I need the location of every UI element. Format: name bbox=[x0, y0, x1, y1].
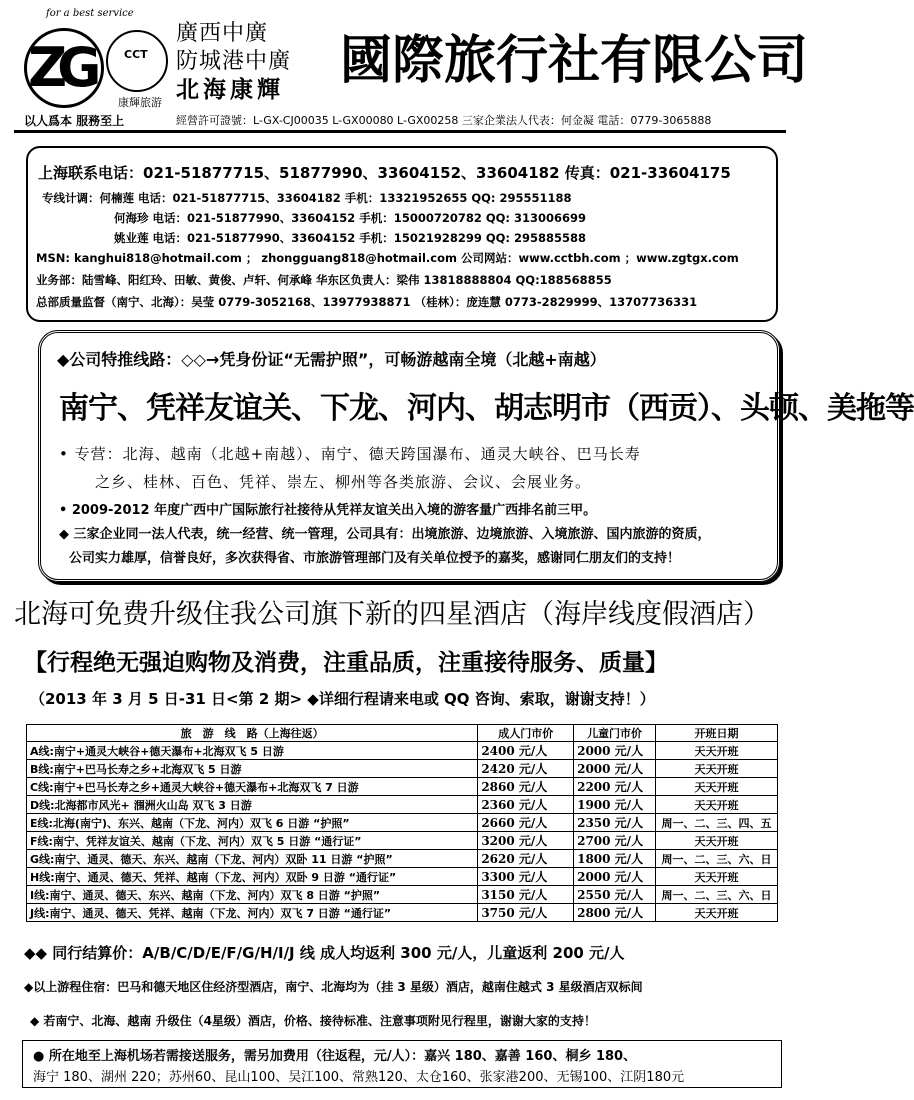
route-cell: A线:南宁+通灵大峡谷+德天瀑布+北海双飞 5 日游 bbox=[27, 742, 478, 760]
adult-price-cell: 2620 元/人 bbox=[478, 850, 574, 868]
schedule-cell: 天天开班 bbox=[656, 868, 778, 886]
child-price-cell: 1900 元/人 bbox=[574, 796, 656, 814]
header-route: 旅 游 线 路（上海往返） bbox=[27, 725, 478, 742]
logo-tagline: for a best service bbox=[46, 8, 134, 19]
airport-transfer-box bbox=[22, 1040, 782, 1088]
schedule-cell: 天天开班 bbox=[656, 760, 778, 778]
license-line: 經營許可證號：L-GX-CJ00035 L-GX00080 L-GX00258 三家企業法人代表：何金凝 電話：0779-3065888 bbox=[176, 114, 712, 127]
agency-names bbox=[176, 20, 346, 104]
header-child-price: 儿童门市价 bbox=[574, 725, 656, 742]
adult-price-cell: 2860 元/人 bbox=[478, 778, 574, 796]
table-header-row bbox=[27, 725, 778, 742]
promo-specialty-2: 之乡、桂林、百色、凭祥、崇左、柳州等各类旅游、会议、会展业务。 bbox=[95, 473, 592, 491]
child-price-cell: 2000 元/人 bbox=[574, 742, 656, 760]
schedule-cell: 天天开班 bbox=[656, 904, 778, 922]
header-schedule: 开班日期 bbox=[656, 725, 778, 742]
header-divider bbox=[14, 130, 786, 133]
schedule-cell: 周一、二、三、四、五 bbox=[656, 814, 778, 832]
route-cell: I线:南宁、通灵、德天、东兴、越南（下龙、河内）双飞 8 日游 “护照” bbox=[27, 886, 478, 904]
table-row bbox=[27, 832, 778, 850]
contact-row-3: 姚业莲 电话：021-51877990、33604152 手机：15021928299 QQ: 295885588 bbox=[114, 231, 587, 245]
adult-price-cell: 3150 元/人 bbox=[478, 886, 574, 904]
logo-kanghui-text: 康輝旅游 bbox=[118, 96, 162, 109]
table-row bbox=[27, 850, 778, 868]
msn-website-line: MSN: kanghui818@hotmail.com ； zhongguang818@hotmail.com 公司网站：www.cctbh.com ；www.zgtgx.com bbox=[36, 251, 739, 265]
child-price-cell: 1800 元/人 bbox=[574, 850, 656, 868]
logo-cct-text: CCT bbox=[124, 48, 148, 61]
route-cell: E线:北海(南宁)、东兴、越南（下龙、河内）双飞 6 日游 “护照” bbox=[27, 814, 478, 832]
adult-price-cell: 2360 元/人 bbox=[478, 796, 574, 814]
table-row bbox=[27, 760, 778, 778]
route-cell: D线:北海都市风光+ 涠洲火山岛 双飞 3 日游 bbox=[27, 796, 478, 814]
settlement-price-note: ◆◆ 同行结算价：A/B/C/D/E/F/G/H/I/J 线 成人均返利 300 元/人，儿童返利 200 元/人 bbox=[24, 944, 625, 962]
child-price-cell: 2800 元/人 bbox=[574, 904, 656, 922]
table-row bbox=[27, 886, 778, 904]
route-cell: J线:南宁、通灵、德天、凭祥、越南（下龙、河内）双飞 7 日游 “通行证” bbox=[27, 904, 478, 922]
schedule-cell: 周一、二、三、六、日 bbox=[656, 850, 778, 868]
table-row bbox=[27, 904, 778, 922]
promo-corporate-2: 公司实力雄厚，信誉良好，多次获得省、市旅游管理部门及有关单位授予的嘉奖，感谢同仁朋友们的支持！ bbox=[69, 551, 681, 566]
promo-corporate-1: ◆ 三家企业同一法人代表，统一经营、统一管理，公司具有：出境旅游、边境旅游、入境旅游、国内旅游的资质， bbox=[59, 527, 711, 542]
contact-box bbox=[26, 146, 778, 322]
adult-price-cell: 3300 元/人 bbox=[478, 868, 574, 886]
lodging-note: ◆以上游程住宿：巴马和德天地区住经济型酒店，南宁、北海均为（挂 3 星级）酒店，越南住越式 3 星级酒店双标间 bbox=[24, 980, 643, 994]
header-adult-price: 成人门市价 bbox=[478, 725, 574, 742]
period-line: （2013 年 3 月 5 日-31 日<第 2 期> ◆详细行程请来电或 QQ 咨询、索取，谢谢支持！） bbox=[30, 690, 655, 708]
child-price-cell: 2700 元/人 bbox=[574, 832, 656, 850]
promo-specialty-1: • 专营：北海、越南（北越+南越）、南宁、德天跨国瀑布、通灵大峡谷、巴马长寿 bbox=[59, 445, 641, 463]
route-cell: H线:南宁、通灵、德天、凭祥、越南（下龙、河内）双卧 9 日游 “通行证” bbox=[27, 868, 478, 886]
contact-row-2: 何海珍 电话：021-51877990、33604152 手机：15000720782 QQ: 313006699 bbox=[114, 211, 587, 225]
quality-headline: 【行程绝无强迫购物及消费，注重品质，注重接待服务、质量】 bbox=[24, 649, 668, 676]
route-cell: G线:南宁、通灵、德天、东兴、越南（下龙、河内）双卧 11 日游 “护照” bbox=[27, 850, 478, 868]
contact-row-1: 专线计调：何楠莲 电话：021-51877715、33604182 手机：13321952655 QQ: 295551188 bbox=[42, 191, 572, 205]
table-row bbox=[27, 778, 778, 796]
quality-supervision-line: 总部质量监督（南宁、北海）：吴莹 0779-3052168、13977938871 （桂林）：庞连慧 0773-2829999、13707736331 bbox=[36, 295, 698, 309]
child-price-cell: 2550 元/人 bbox=[574, 886, 656, 904]
hotel-upgrade-note: ◆ 若南宁、北海、越南 升级住（4星级）酒店，价格、接待标准、注意事项附见行程里，谢谢大家的支持！ bbox=[30, 1014, 596, 1028]
route-cell: C线:南宁+巴马长寿之乡+通灵大峡谷+德天瀑布+北海双飞 7 日游 bbox=[27, 778, 478, 796]
logo-cz-mark: ZG bbox=[28, 36, 92, 99]
schedule-cell: 天天开班 bbox=[656, 778, 778, 796]
shanghai-phone: 上海联系电话：021-51877715、51877990、33604152、33604182 传真：021-33604175 bbox=[38, 164, 731, 182]
child-price-cell: 2200 元/人 bbox=[574, 778, 656, 796]
child-price-cell: 2350 元/人 bbox=[574, 814, 656, 832]
table-row bbox=[27, 868, 778, 886]
promo-ranking: • 2009-2012 年度广西中广国际旅行社接待从凭祥友谊关出入境的游客量广西排名前三甲。 bbox=[59, 503, 597, 518]
transfer-line-1: ● 所在地至上海机场若需接送服务，需另加费用（往返程，元/人）：嘉兴 180、嘉善 160、桐乡 180、 bbox=[33, 1049, 637, 1064]
schedule-cell: 天天开班 bbox=[656, 796, 778, 814]
table-row bbox=[27, 814, 778, 832]
adult-price-cell: 3200 元/人 bbox=[478, 832, 574, 850]
table-row bbox=[27, 742, 778, 760]
company-title: 國際旅行社有限公司 bbox=[340, 30, 809, 91]
adult-price-cell: 3750 元/人 bbox=[478, 904, 574, 922]
upgrade-headline: 北海可免费升级住我公司旗下新的四星酒店（海岸线度假酒店） bbox=[14, 599, 770, 630]
agency-name-1: 廣西中廣 bbox=[176, 21, 269, 46]
child-price-cell: 2000 元/人 bbox=[574, 760, 656, 778]
child-price-cell: 2000 元/人 bbox=[574, 868, 656, 886]
company-logo bbox=[18, 8, 168, 128]
promo-box bbox=[38, 330, 914, 582]
promo-headline: ◆公司特推线路：◇◇→凭身份证“无需护照”，可畅游越南全境（北越+南越） bbox=[57, 350, 606, 369]
adult-price-cell: 2420 元/人 bbox=[478, 760, 574, 778]
route-cell: F线:南宁、凭祥友谊关、越南（下龙、河内）双飞 5 日游 “通行证” bbox=[27, 832, 478, 850]
logo-circle-right bbox=[106, 30, 168, 92]
schedule-cell: 天天开班 bbox=[656, 742, 778, 760]
table-row bbox=[27, 796, 778, 814]
schedule-cell: 天天开班 bbox=[656, 832, 778, 850]
promo-destinations: 南宁、凭祥友谊关、下龙、河内、胡志明市（西贡）、头顿、美拖等 bbox=[59, 391, 914, 426]
schedule-cell: 周一、二、三、六、日 bbox=[656, 886, 778, 904]
logo-slogan: 以人爲本 服務至上 bbox=[24, 114, 125, 128]
routes-table bbox=[26, 724, 778, 922]
adult-price-cell: 2400 元/人 bbox=[478, 742, 574, 760]
transfer-line-2: 海宁 180、湖州 220；苏州60、昆山100、吴江100、常熟120、太仓160、张家港200、无锡100、江阴180元 bbox=[33, 1070, 685, 1085]
adult-price-cell: 2660 元/人 bbox=[478, 814, 574, 832]
route-cell: B线:南宁+巴马长寿之乡+北海双飞 5 日游 bbox=[27, 760, 478, 778]
agency-name-3: 北海康輝 bbox=[176, 77, 284, 103]
agency-name-2: 防城港中廣 bbox=[176, 49, 292, 74]
business-dept-line: 业务部：陆雪峰、阳红玲、田敏、黄俊、卢轩、何承峰 华东区负责人：梁伟 13818888804 QQ:188568855 bbox=[36, 273, 612, 287]
